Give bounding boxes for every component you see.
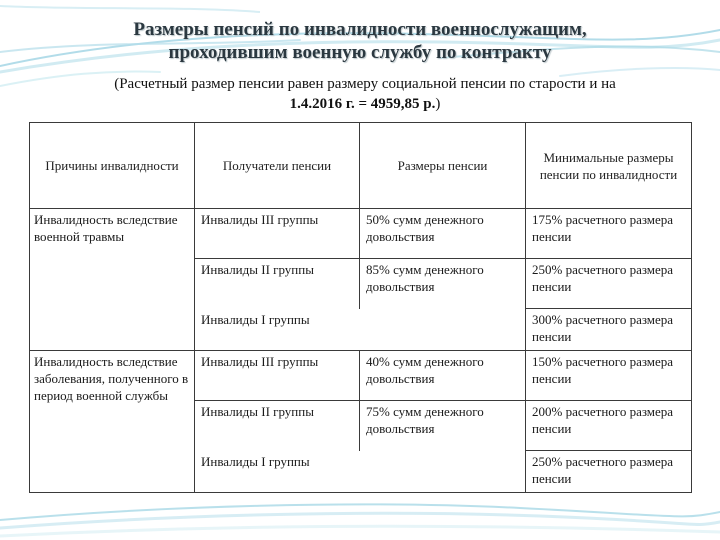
- minimum-cell: 300% расчетного размера пенсии: [526, 309, 692, 351]
- recipient-cell: Инвалиды II группы: [195, 259, 360, 309]
- pension-table: [29, 122, 692, 493]
- header-cause: Причины инвалидности: [30, 123, 195, 209]
- amount-cell: 40% сумм денежного довольствия: [360, 351, 526, 401]
- amount-cell: 75% сумм денежного довольствия: [360, 401, 526, 451]
- amount-cell: 85% сумм денежного довольствия: [360, 259, 526, 309]
- cause-cell: Инвалидность вследствие заболевания, полученного в период военной службы: [30, 351, 195, 493]
- minimum-cell: 250% расчетного размера пенсии: [526, 451, 692, 493]
- subtitle-close-paren: ): [435, 96, 441, 112]
- header-minimum: Минимальные размеры пенсии по инвалидности: [526, 123, 692, 209]
- subtitle: [40, 74, 690, 114]
- title-line-1: Размеры пенсий по инвалидности военнослужащим,: [133, 19, 587, 40]
- subtitle-line-1: (Расчетный размер пенсии равен размеру социальной пенсии по старости и на: [114, 76, 616, 92]
- table-header-row: [30, 123, 692, 209]
- amount-cell: [360, 309, 526, 351]
- table-row: [30, 351, 692, 401]
- recipient-cell: Инвалиды I группы: [195, 309, 360, 351]
- title-line-2: проходившим военную службу по контракту: [168, 42, 552, 63]
- subtitle-line-2: [40, 94, 690, 114]
- minimum-cell: 150% расчетного размера пенсии: [526, 351, 692, 401]
- minimum-cell: 175% расчетного размера пенсии: [526, 209, 692, 259]
- table-row: [30, 209, 692, 259]
- subtitle-date-value: 1.4.2016 г. = 4959,85 р.: [289, 96, 436, 112]
- recipient-cell: Инвалиды III группы: [195, 209, 360, 259]
- recipient-cell: Инвалиды I группы: [195, 451, 360, 493]
- minimum-cell: 250% расчетного размера пенсии: [526, 259, 692, 309]
- minimum-cell: 200% расчетного размера пенсии: [526, 401, 692, 451]
- header-amount: Размеры пенсии: [360, 123, 526, 209]
- amount-cell: [360, 451, 526, 493]
- recipient-cell: Инвалиды III группы: [195, 351, 360, 401]
- page-title: [60, 18, 660, 64]
- recipient-cell: Инвалиды II группы: [195, 401, 360, 451]
- header-recipients: Получатели пенсии: [195, 123, 360, 209]
- cause-cell: Инвалидность вследствие военной травмы: [30, 209, 195, 351]
- amount-cell: 50% сумм денежного довольствия: [360, 209, 526, 259]
